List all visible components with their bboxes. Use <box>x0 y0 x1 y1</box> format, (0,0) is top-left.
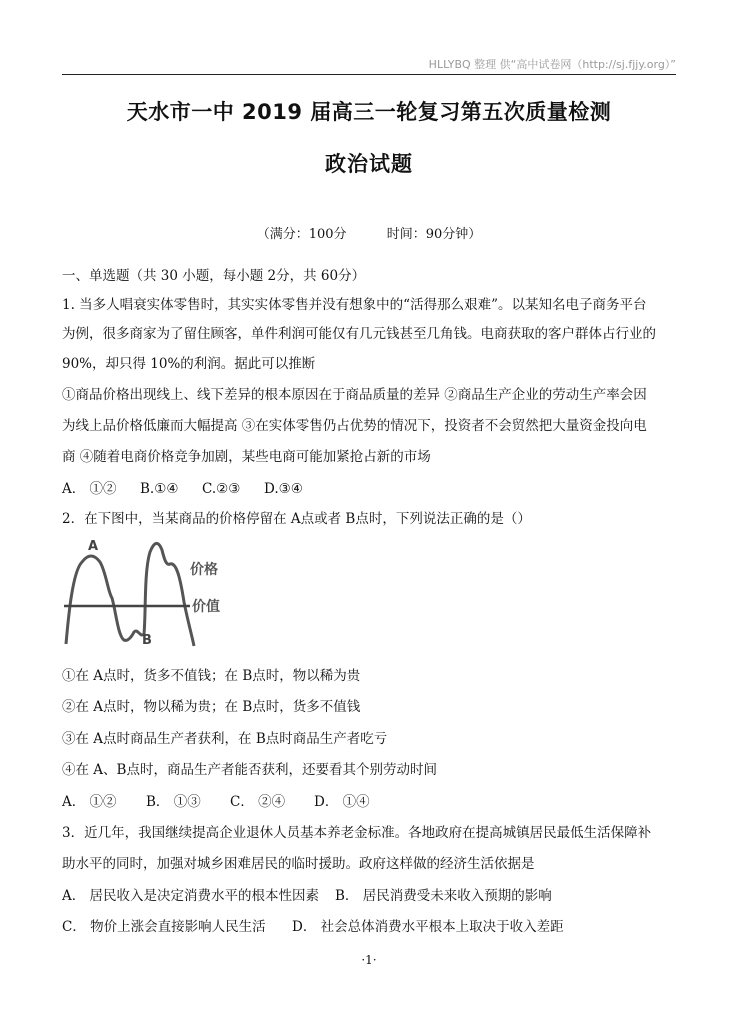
q3-line: 助水平的同时，加强对城乡困难居民的临时援助。政府这样做的经济生活依据是 <box>62 856 535 872</box>
q2-stem: 2．在下图中，当某商品的价格停留在 A点或者 B点时，下列说法正确的是（） <box>62 511 531 527</box>
q1-option-a: A． ①② <box>62 481 117 497</box>
q1-option-c: C.②③ <box>202 481 241 497</box>
label-price: 价格 <box>190 562 218 578</box>
price-value-figure <box>62 532 232 648</box>
page-number: ·1· <box>361 953 377 967</box>
q1-option-b: B.①④ <box>140 481 179 497</box>
header-source-text: HLLYBQ 整理 供“高中试卷网（http://sj.fjjy.org）” <box>428 58 676 71</box>
q3-options-row-1 <box>62 884 682 904</box>
q1-line: 为例，很多商家为了留住顾客，单件利润可能仅有几元钱甚至几角钱。电商获取的客户群体占行业的 <box>62 326 656 342</box>
section-heading: 一、单选题（共 30 小题，每小题 2分，共 60分） <box>62 268 366 284</box>
q1-line: 90%，却只得 10%的利润。据此可以推断 <box>62 356 316 372</box>
time-info: 时间：90分钟） <box>386 227 482 242</box>
exam-meta <box>0 223 738 242</box>
q2-statement: ③在 A点时商品生产者获利，在 B点时商品生产者吃亏 <box>62 731 388 747</box>
price-curve <box>66 543 194 646</box>
q2-option-b: B． ①③ <box>146 794 201 810</box>
q2-option-a: A． ①② <box>62 794 117 810</box>
q2-option-c: C． ②④ <box>230 794 286 810</box>
q3-line: 3．近几年，我国继续提高企业退休人员基本养老金标准。各地政府在提高城镇居民最低生活保障补 <box>62 825 652 841</box>
q2-statement: ④在 A、B点时，商品生产者能否获利，还要看其个别劳动时间 <box>62 762 437 778</box>
q3-option-a: A． 居民收入是决定消费水平的根本性因素 <box>62 888 320 904</box>
q2-options <box>62 790 682 810</box>
q3-option-d: D． 社会总体消费水平根本上取决于收入差距 <box>292 919 564 935</box>
label-a: A <box>88 539 99 554</box>
q2-option-d: D． ①④ <box>314 794 370 810</box>
q3-option-c: C． 物价上涨会直接影响人民生活 <box>62 919 266 935</box>
page-header <box>62 52 676 75</box>
q2-statement: ①在 A点时，货多不值钱；在 B点时，物以稀为贵 <box>62 668 361 684</box>
exam-title: 天水市一中 2019 届高三一轮复习第五次质量检测 <box>126 100 612 124</box>
q1-options <box>62 477 682 497</box>
q3-options-row-2 <box>62 915 682 935</box>
label-value: 价值 <box>192 599 220 615</box>
q1-line: 商 ④随着电商价格竞争加剧，某些电商可能加紧抢占新的市场 <box>62 449 431 465</box>
label-b: B <box>142 633 152 648</box>
exam-subtitle: 政治试题 <box>325 152 413 176</box>
q1-line: 1. 当多人唱衰实体零售时，其实实体零售并没有想象中的“活得那么艰难”。以某知名电子商务平台 <box>62 297 647 313</box>
q1-line: ①商品价格出现线上、线下差异的根本原因在于商品质量的差异 ②商品生产企业的劳动生产率会因 <box>62 387 647 403</box>
q2-statement: ②在 A点时，物以稀为贵；在 B点时，货多不值钱 <box>62 699 361 715</box>
q3-option-b: B． 居民消费受未来收入预期的影响 <box>335 888 552 904</box>
q1-option-d: D.③④ <box>264 481 303 497</box>
q1-line: 为线上品价格低廉而大幅提高 ③在实体零售仍占优势的情况下，投资者不会贸然把大量资金投向电 <box>62 418 647 434</box>
score-info: （满分：100分 <box>256 227 347 242</box>
